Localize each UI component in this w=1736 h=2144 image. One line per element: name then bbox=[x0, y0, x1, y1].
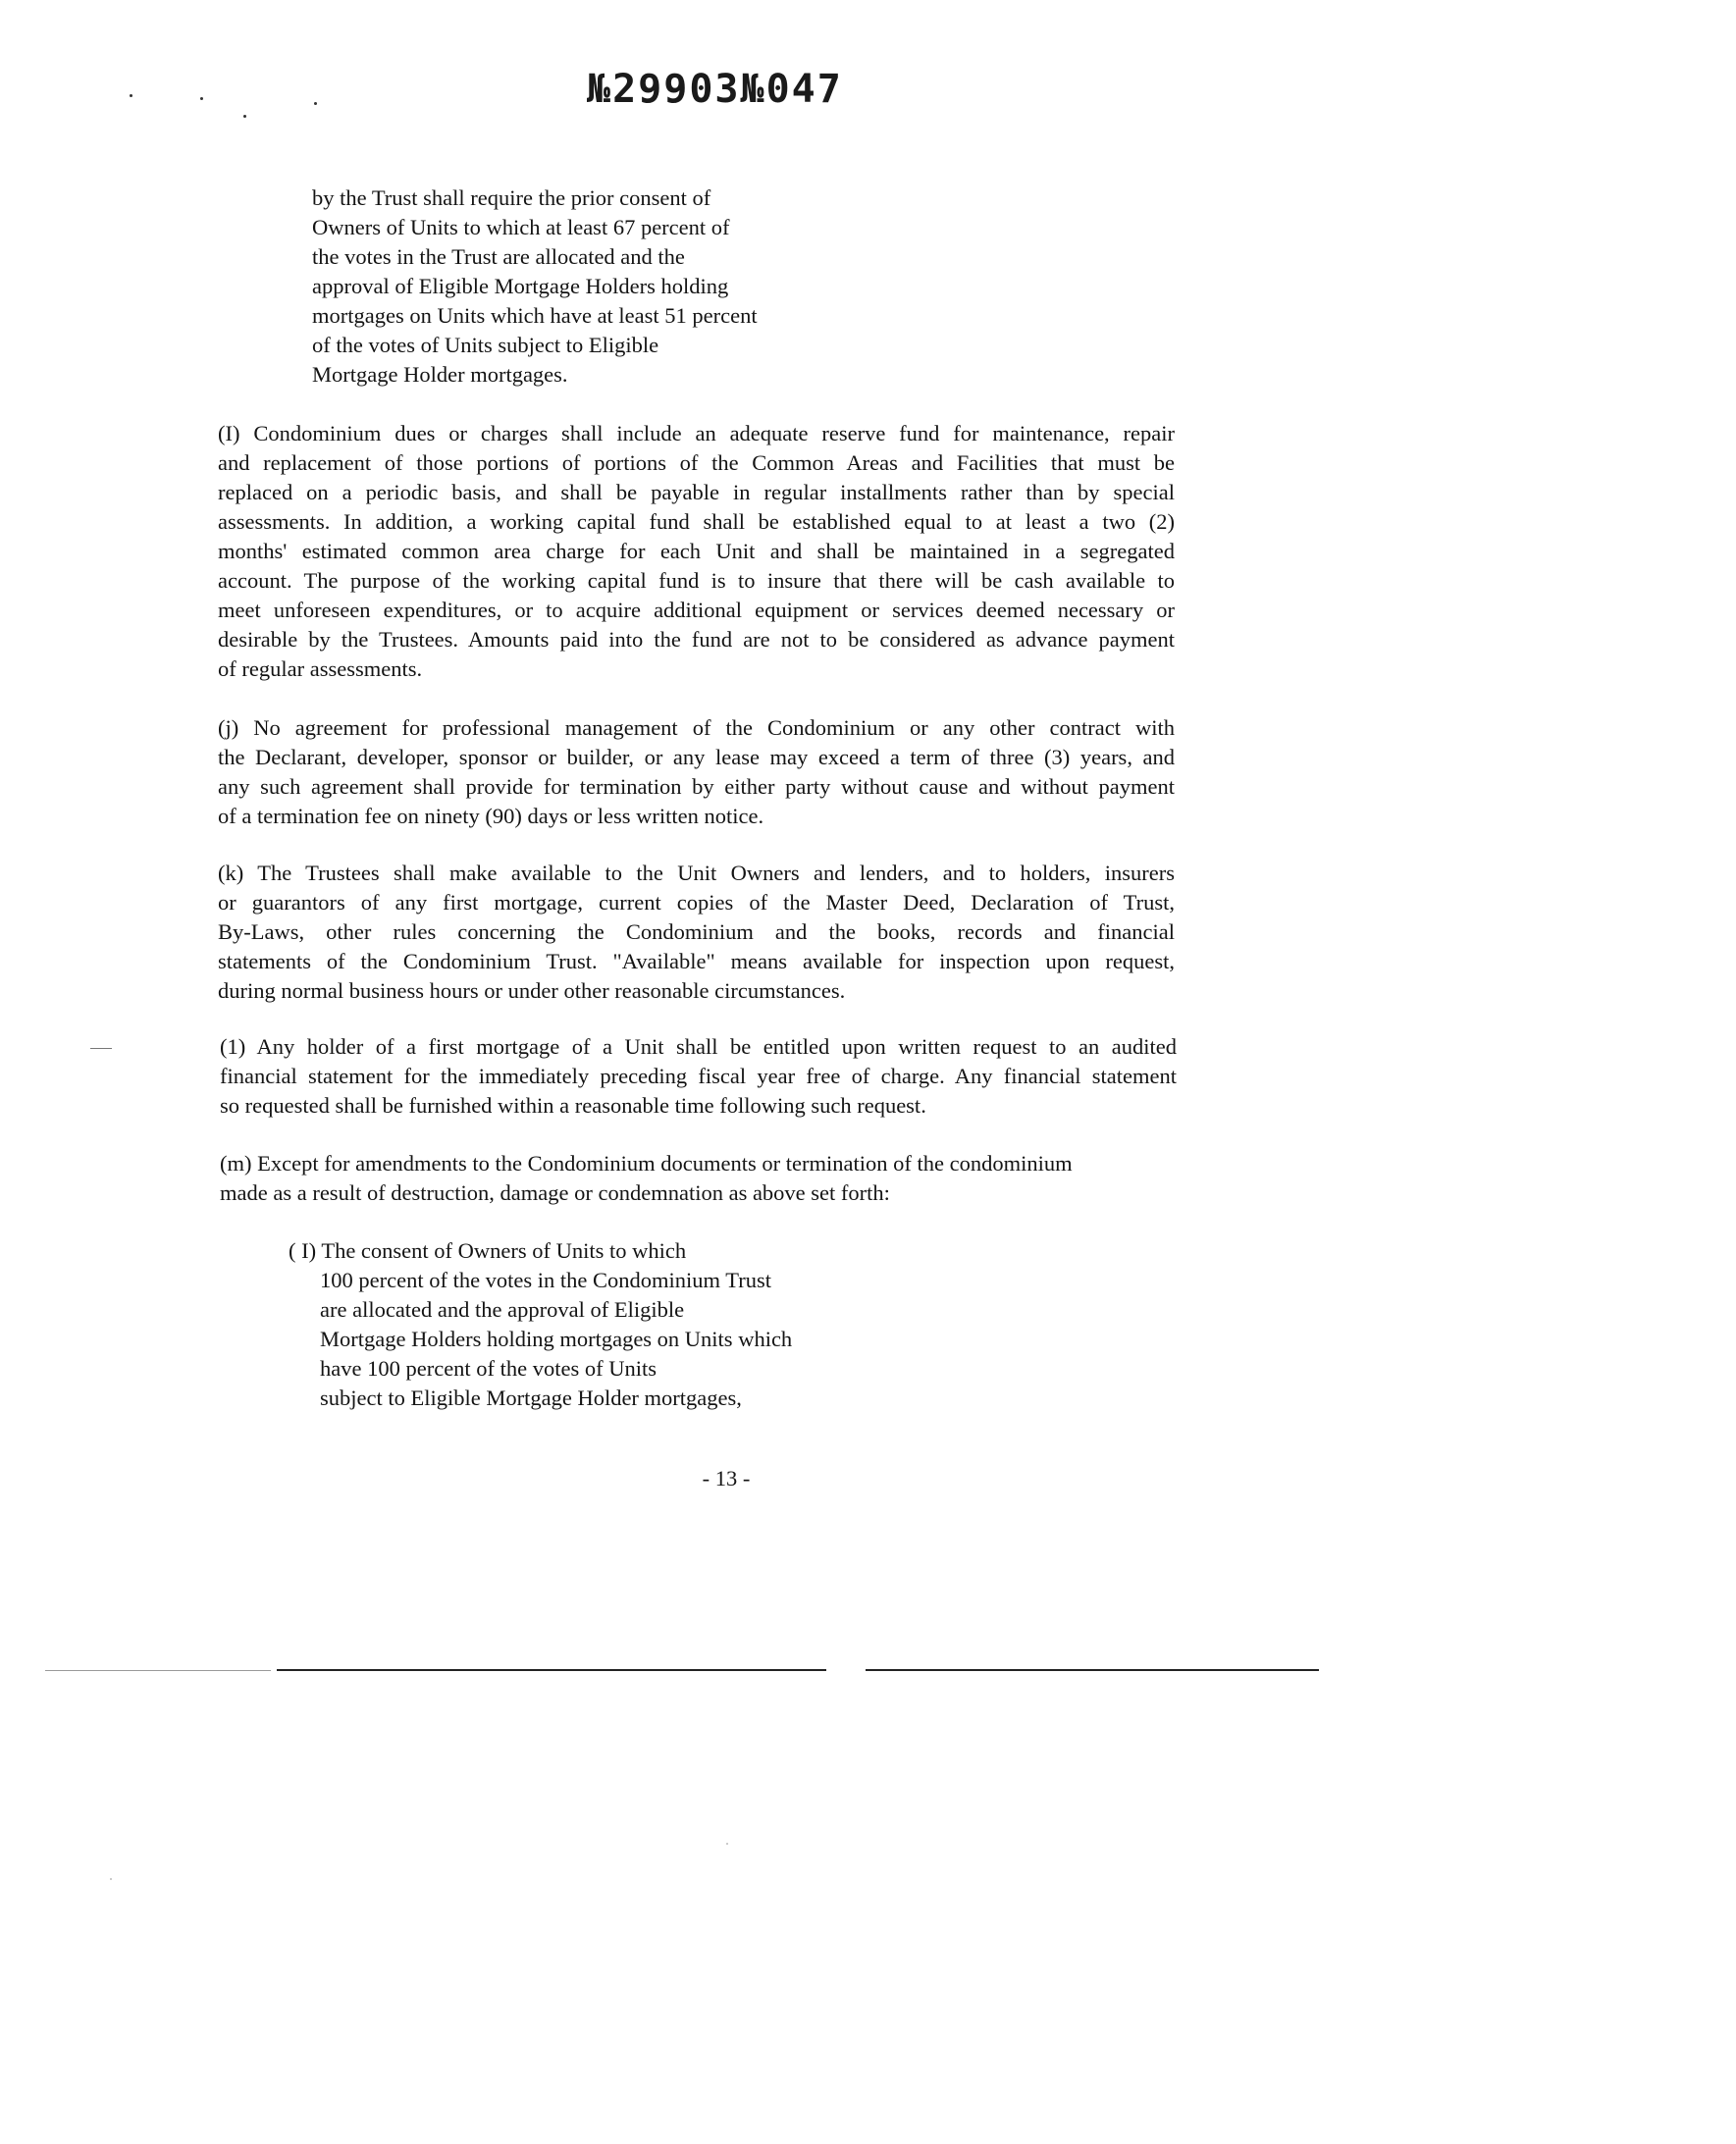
text-line: of a termination fee on ninety (90) days or less written notice. bbox=[218, 804, 764, 828]
text-line: of regular assessments. bbox=[218, 656, 423, 681]
scan-edge-line bbox=[277, 1669, 826, 1671]
continued-text-block bbox=[312, 183, 758, 390]
scan-mark bbox=[90, 1048, 112, 1049]
paragraph-i bbox=[218, 419, 1175, 684]
scan-edge-line bbox=[45, 1670, 271, 1671]
paragraph-j bbox=[218, 713, 1175, 831]
text-line: or guarantors of any first mortgage, current copies of the Master Deed, Declaration of Trust, bbox=[218, 890, 1175, 915]
text-line: the Declarant, developer, sponsor or builder, or any lease may exceed a term of three (3) years, and bbox=[218, 745, 1175, 769]
text-line: any such agreement shall provide for termination by either party without cause and without payment bbox=[218, 774, 1175, 799]
text-line: financial statement for the immediately preceding fiscal year free of charge. Any financial statement bbox=[220, 1064, 1177, 1088]
text-line: (j) No agreement for professional management of the Condominium or any other contract with bbox=[218, 715, 1175, 740]
text-line: by the Trust shall require the prior consent of bbox=[312, 185, 711, 210]
page-number: - 13 - bbox=[702, 1466, 751, 1490]
text-line: Owners of Units to which at least 67 percent of bbox=[312, 215, 730, 239]
text-line: statements of the Condominium Trust. "Available" means available for inspection upon request, bbox=[218, 949, 1175, 973]
text-line: (1) Any holder of a first mortgage of a Unit shall be entitled upon written request to an audited bbox=[220, 1034, 1177, 1059]
text-line: during normal business hours or under other reasonable circumstances. bbox=[218, 978, 846, 1003]
text-line: subject to Eligible Mortgage Holder mortgages, bbox=[320, 1386, 742, 1410]
text-line: meet unforeseen expenditures, or to acquire additional equipment or services deemed necessary or bbox=[218, 598, 1175, 622]
document-stamp-number: №29903№047 bbox=[587, 67, 843, 112]
scan-speck bbox=[110, 1878, 112, 1880]
scan-speck bbox=[243, 115, 246, 118]
scan-speck bbox=[726, 1843, 728, 1845]
text-line: By-Laws, other rules concerning the Condominium and the books, records and financial bbox=[218, 919, 1175, 944]
text-line: ( I) The consent of Owners of Units to which bbox=[289, 1238, 687, 1263]
text-line: desirable by the Trustees. Amounts paid into the fund are not to be considered as advance payment bbox=[218, 627, 1175, 652]
text-line: months' estimated common area charge for each Unit and shall be maintained in a segregated bbox=[218, 539, 1175, 563]
text-line: are allocated and the approval of Eligible bbox=[320, 1297, 685, 1322]
text-line: (k) The Trustees shall make available to the Unit Owners and lenders, and to holders, insurers bbox=[218, 861, 1175, 885]
text-line: replaced on a periodic basis, and shall be payable in regular installments rather than by special bbox=[218, 480, 1175, 504]
text-line: Mortgage Holders holding mortgages on Units which bbox=[320, 1327, 793, 1351]
scan-speck bbox=[314, 102, 317, 105]
text-line: (I) Condominium dues or charges shall include an adequate reserve fund for maintenance, repair bbox=[218, 421, 1175, 445]
text-line: assessments. In addition, a working capital fund shall be established equal to at least a two (2) bbox=[218, 509, 1175, 534]
text-line: the votes in the Trust are allocated and the bbox=[312, 244, 685, 269]
text-line: (m) Except for amendments to the Condominium documents or termination of the condominium bbox=[220, 1151, 1073, 1176]
text-line: 100 percent of the votes in the Condominium Trust bbox=[320, 1268, 771, 1292]
scan-edge-line bbox=[866, 1669, 1319, 1671]
paragraph-k bbox=[218, 859, 1175, 1006]
paragraph-m bbox=[220, 1149, 1073, 1208]
text-line: approval of Eligible Mortgage Holders holding bbox=[312, 274, 729, 298]
text-line: account. The purpose of the working capital fund is to insure that there will be cash available to bbox=[218, 568, 1175, 593]
text-line: Mortgage Holder mortgages. bbox=[312, 362, 568, 387]
subitem-1 bbox=[289, 1236, 792, 1413]
paragraph-l bbox=[220, 1032, 1177, 1121]
scan-speck bbox=[200, 97, 203, 100]
scan-speck bbox=[130, 94, 132, 97]
text-line: so requested shall be furnished within a reasonable time following such request. bbox=[220, 1093, 926, 1118]
text-line: made as a result of destruction, damage or condemnation as above set forth: bbox=[220, 1180, 890, 1205]
text-line: have 100 percent of the votes of Units bbox=[320, 1356, 658, 1381]
text-line: mortgages on Units which have at least 51 percent bbox=[312, 303, 758, 328]
text-line: of the votes of Units subject to Eligible bbox=[312, 333, 659, 357]
text-line: and replacement of those portions of portions of the Common Areas and Facilities that must be bbox=[218, 450, 1175, 475]
